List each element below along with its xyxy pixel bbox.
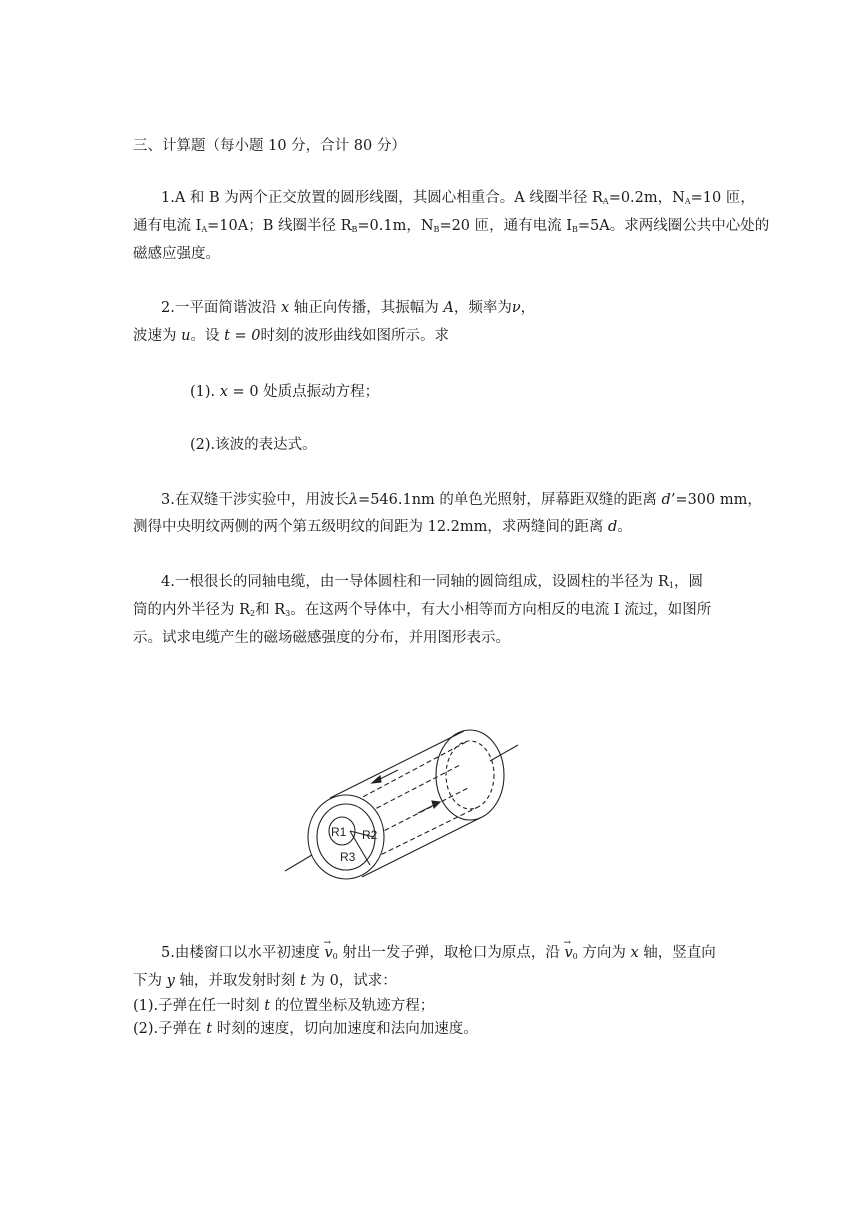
var-y: y [166, 973, 175, 989]
vector-v: → v [564, 943, 572, 963]
text: 为 0，试求： [305, 973, 397, 989]
q5-line-2 [133, 971, 397, 991]
subscript: A [684, 197, 691, 206]
axis-line-back [490, 745, 518, 761]
subscript: A [201, 225, 208, 234]
label-r1: R1 [331, 825, 347, 839]
q3-line-2 [133, 517, 632, 537]
text: (1).子弹在任一时刻 [133, 998, 265, 1014]
text: ， [520, 300, 536, 316]
q2-sub-1 [190, 382, 379, 402]
subscript: B [571, 225, 578, 234]
q4-line-2 [133, 600, 711, 620]
label-r3: R3 [340, 850, 356, 864]
text: 3.在双缝干涉实验中，用波长 [161, 492, 349, 508]
text: 下为 [133, 973, 167, 989]
text: 通有电流 I [133, 218, 202, 234]
subscript: 3 [285, 609, 291, 618]
text: ，频率为 [453, 300, 512, 316]
text: 轴正向传播，其振幅为 [289, 300, 444, 316]
var-lambda: λ [348, 492, 359, 508]
var-t: t [224, 328, 230, 344]
subscript: 1 [668, 581, 674, 590]
text: =20 匝，通有电流 I [439, 218, 572, 234]
text: =10 匝， [690, 190, 755, 206]
text: 。 [617, 519, 632, 535]
var-x: x [630, 945, 639, 961]
text: 。在这两个导体中，有大小相等而方向相反的电流 I 流过，如图所 [290, 602, 712, 618]
text: 测得中央明纹两侧的两个第五级明纹的间距为 12.2mm，求两缝间的距离 [133, 519, 608, 535]
q5-line-1 [161, 943, 716, 963]
q1-line-2 [133, 216, 769, 236]
text: 轴，竖直向 [638, 945, 716, 961]
arrow-outer-head [372, 776, 381, 783]
var-t: t [264, 998, 271, 1014]
q2-line-2 [133, 326, 449, 346]
text: 。设 [190, 328, 225, 344]
subscript: A [602, 197, 609, 206]
subscript: B [433, 225, 440, 234]
var-t: t [206, 1021, 213, 1037]
text: 射出一发子弹，取枪口为原点，沿 [337, 945, 565, 961]
text: =10A；B 线圈半径 R [207, 218, 352, 234]
var-d: d [608, 519, 618, 535]
var-x: x [280, 300, 290, 316]
text: =0.2m，N [608, 190, 685, 206]
text: = 0 处质点振动方程； [227, 384, 380, 400]
subscript: 0 [572, 952, 578, 961]
subscript: 0 [332, 952, 338, 961]
text: =5A。求两线圈公共中心处的 [577, 218, 770, 234]
text: (1). [190, 384, 220, 400]
text: (2).子弹在 [133, 1021, 207, 1037]
var-x: x [219, 384, 228, 400]
label-r2: R2 [362, 828, 378, 842]
var-nu: ν [511, 300, 521, 316]
q5-sub-2 [133, 1019, 478, 1039]
var-d: d [661, 492, 671, 508]
text: =546.1nm 的单色光照射，屏幕距双缝的距离 [358, 492, 662, 508]
text: 方向为 [577, 945, 631, 961]
subscript: 2 [250, 609, 256, 618]
q2-sub-2: (2).该波的表达式。 [190, 437, 317, 453]
text: = [229, 328, 252, 344]
q1-line-3: 磁感应强度。 [133, 246, 220, 262]
text: 和 R [255, 602, 286, 618]
text: 时刻的波形曲线如图所示。求 [260, 328, 449, 344]
text: 波速为 [133, 328, 182, 344]
text: ，圆 [673, 574, 703, 590]
vector-v: → v [324, 943, 332, 963]
var-A: A [443, 300, 454, 316]
q1-line-1 [161, 188, 755, 208]
text: 时刻的速度，切向加速度和法向加速度。 [212, 1021, 478, 1037]
q5-sub-1 [133, 996, 434, 1016]
q4-line-3: 示。试求电缆产生的磁场磁感强度的分布，并用图形表示。 [133, 630, 510, 646]
text: 筒的内外半径为 R [133, 602, 251, 618]
section-title: 三、计算题（每小题 10 分，合计 80 分） [133, 138, 406, 154]
text: 4.一根很长的同轴电缆，由一导体圆柱和一同轴的圆筒组成，设圆柱的半径为 R [161, 574, 669, 590]
q2-line-1 [161, 298, 535, 318]
text: 1.A 和 B 为两个正交放置的圆形线圈，其圆心相重合。A 线圈半径 R [161, 190, 603, 206]
outer-top-line [330, 731, 464, 798]
text: 5.由楼窗口以水平初速度 [161, 945, 325, 961]
text: =0.1m，N [357, 218, 434, 234]
arrow-inner-head [432, 801, 440, 808]
text: 的位置坐标及轨迹方程； [270, 998, 435, 1014]
text: ’=300 mm， [670, 492, 762, 508]
var-u: u [181, 328, 191, 344]
back-inner-dashed [446, 741, 494, 809]
q4-line-1 [161, 572, 703, 592]
q3-line-1 [161, 490, 762, 510]
zero: 0 [251, 328, 261, 344]
coaxial-cable-figure [280, 725, 530, 885]
subscript: B [351, 225, 358, 234]
var-t: t [300, 973, 306, 989]
text: 2.一平面简谐波沿 [161, 300, 281, 316]
text: 轴，并取发射时刻 [174, 973, 301, 989]
